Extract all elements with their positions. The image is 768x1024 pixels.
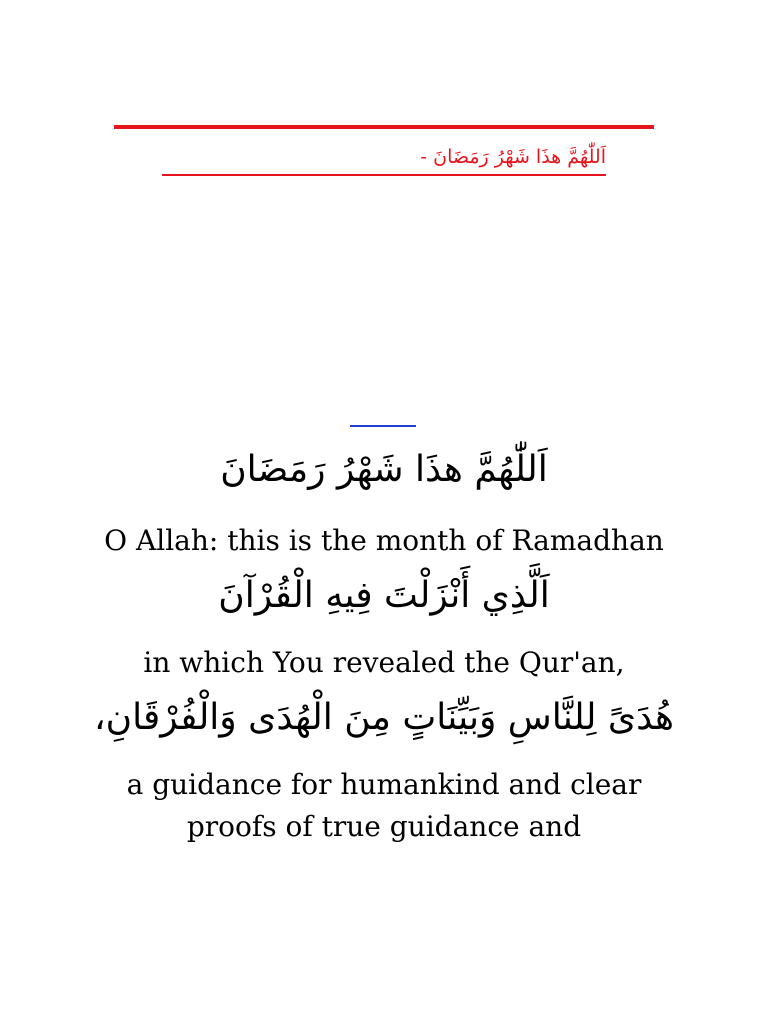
arabic-line-2: اَلَّذِي أَنْزَلْتَ فِيهِ الْقُرْآنَ [218,575,550,616]
section-title-link[interactable]: اَللّٰهُمَّ هذَا شَهْرُ رَمَضَانَ - [162,140,606,176]
prayer-content [84,438,684,848]
top-divider [114,125,654,129]
translation-line-3: a guidance for humankind and clear proofs of true guidance and [126,768,642,843]
anchor-link[interactable] [350,425,416,427]
translation-line-1: O Allah: this is the month of Ramadhan [104,524,664,557]
translation-line-2: in which You revealed the Qur'an, [143,646,625,679]
arabic-line-1: اَللّٰهُمَّ هذَا شَهْرُ رَمَضَانَ [220,449,548,490]
arabic-line-3: هُدَىً لِلنَّاسِ وَبَيِّنَاتٍ مِنَ الْهُدَى وَالْفُرْقَانِ، [94,697,674,738]
